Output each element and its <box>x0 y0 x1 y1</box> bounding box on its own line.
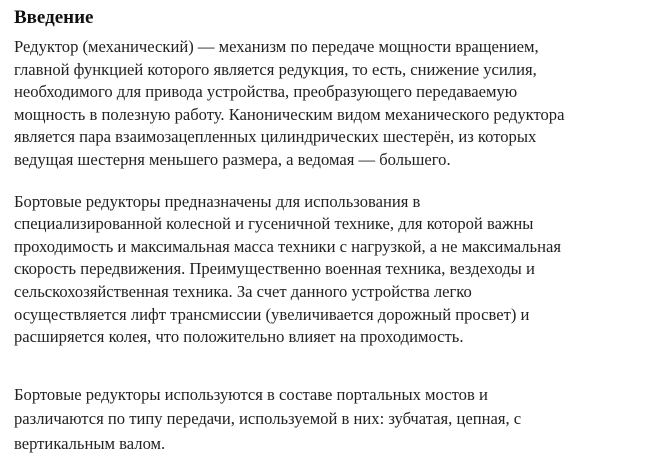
paragraph-line: Редуктор (механический) — механизм по передаче мощности вращением, <box>14 37 539 56</box>
paragraph-line: мощность в полезную работу. Каноническим видом механического редуктора <box>14 104 565 124</box>
paragraph-line: специализированной колесной и гусеничной технике, для которой важны <box>14 214 534 234</box>
document-page <box>14 6 654 456</box>
paragraph-line: Бортовые редукторы используются в составе портальных мостов и <box>14 384 488 404</box>
paragraph-line: ведущая шестерня меньшего размера, а ведомая — большего. <box>14 149 451 169</box>
paragraph-line: является пара взаимозацепленных цилиндрических шестерён, из которых <box>14 127 537 147</box>
paragraph-side-reducers-purpose <box>14 191 654 349</box>
paragraph-line: проходимость и максимальная масса техники с нагрузкой, а не максимальная <box>14 236 561 256</box>
document-title: Введение <box>14 7 94 28</box>
paragraph-line: необходимого для привода устройства, преобразующего передаваемую <box>14 82 518 102</box>
paragraph-line: расширяется колея, что положительно влияет на проходимость. <box>14 327 464 347</box>
paragraph-reducer-definition <box>14 36 654 172</box>
paragraph-line: Бортовые редукторы предназначены для использования в <box>14 191 421 211</box>
paragraph-line: сельскохозяйственная техника. За счет данного устройства легко <box>14 281 472 301</box>
paragraph-line: главной функцией которого является редукция, то есть, снижение усилия, <box>14 59 537 79</box>
paragraph-line: различаются по типу передачи, используемой в них: зубчатая, цепная, с <box>14 409 522 429</box>
paragraph-line: осуществляется лифт трансмиссии (увеличивается дорожный просвет) и <box>14 304 530 324</box>
paragraph-line: вертикальным валом. <box>14 433 166 453</box>
paragraph-line: скорость передвижения. Преимущественно военная техника, вездеходы и <box>14 259 535 279</box>
paragraph-side-reducers-usage <box>14 383 654 456</box>
